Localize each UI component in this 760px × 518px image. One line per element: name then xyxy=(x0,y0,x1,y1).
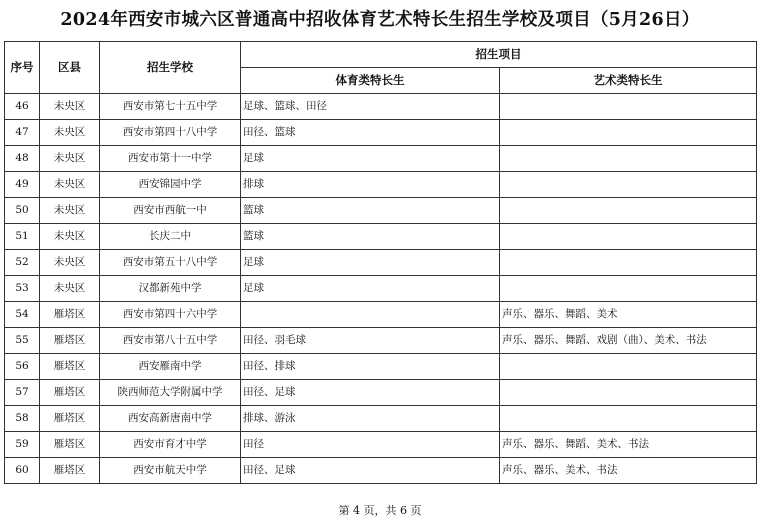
cell-seq: 48 xyxy=(5,146,40,172)
cell-school: 陕西师范大学附属中学 xyxy=(100,380,241,406)
header-sports: 体育类特长生 xyxy=(241,68,500,94)
table-body xyxy=(5,94,757,484)
cell-sports: 篮球 xyxy=(241,224,500,250)
cell-seq: 59 xyxy=(5,432,40,458)
cell-district: 雁塔区 xyxy=(40,406,100,432)
cell-district: 未央区 xyxy=(40,120,100,146)
cell-district: 未央区 xyxy=(40,250,100,276)
cell-district: 未央区 xyxy=(40,94,100,120)
cell-sports: 足球 xyxy=(241,276,500,302)
table-row xyxy=(5,120,757,146)
header-arts: 艺术类特长生 xyxy=(500,68,757,94)
cell-district: 雁塔区 xyxy=(40,328,100,354)
cell-sports: 足球 xyxy=(241,250,500,276)
cell-arts xyxy=(500,94,757,120)
table-row xyxy=(5,432,757,458)
table-row xyxy=(5,302,757,328)
cell-sports: 田径、排球 xyxy=(241,354,500,380)
header-projects: 招生项目 xyxy=(241,42,757,68)
cell-seq: 60 xyxy=(5,458,40,484)
cell-sports: 篮球 xyxy=(241,198,500,224)
cell-arts xyxy=(500,276,757,302)
cell-district: 未央区 xyxy=(40,198,100,224)
cell-seq: 56 xyxy=(5,354,40,380)
cell-seq: 51 xyxy=(5,224,40,250)
cell-school: 西安市西航一中 xyxy=(100,198,241,224)
table-row xyxy=(5,224,757,250)
cell-sports: 田径、篮球 xyxy=(241,120,500,146)
page-title: 2024年西安市城六区普通高中招收体育艺术特长生招生学校及项目（5月26日） xyxy=(60,10,700,30)
cell-seq: 53 xyxy=(5,276,40,302)
cell-arts xyxy=(500,146,757,172)
table-row xyxy=(5,94,757,120)
table-row xyxy=(5,458,757,484)
header-school: 招生学校 xyxy=(100,42,241,94)
cell-sports xyxy=(241,302,500,328)
cell-school: 西安市航天中学 xyxy=(100,458,241,484)
enrollment-table xyxy=(4,41,757,484)
cell-sports: 排球 xyxy=(241,172,500,198)
cell-district: 雁塔区 xyxy=(40,354,100,380)
cell-school: 西安高新唐南中学 xyxy=(100,406,241,432)
page-footer: 第 4 页，共 6 页 xyxy=(338,504,422,517)
cell-school: 西安市第八十五中学 xyxy=(100,328,241,354)
cell-seq: 55 xyxy=(5,328,40,354)
cell-district: 雁塔区 xyxy=(40,302,100,328)
table-row xyxy=(5,328,757,354)
cell-sports: 足球 xyxy=(241,146,500,172)
cell-district: 雁塔区 xyxy=(40,380,100,406)
cell-school: 西安市第四十八中学 xyxy=(100,120,241,146)
cell-arts xyxy=(500,380,757,406)
table-row xyxy=(5,146,757,172)
cell-school: 长庆二中 xyxy=(100,224,241,250)
cell-seq: 52 xyxy=(5,250,40,276)
cell-sports: 田径、羽毛球 xyxy=(241,328,500,354)
cell-arts xyxy=(500,172,757,198)
cell-seq: 54 xyxy=(5,302,40,328)
cell-district: 未央区 xyxy=(40,146,100,172)
table-row xyxy=(5,172,757,198)
cell-seq: 58 xyxy=(5,406,40,432)
cell-arts: 声乐、器乐、舞蹈、美术、书法 xyxy=(500,432,757,458)
header-row-top xyxy=(5,42,757,68)
cell-seq: 47 xyxy=(5,120,40,146)
cell-arts xyxy=(500,250,757,276)
cell-sports: 田径、足球 xyxy=(241,380,500,406)
cell-arts: 声乐、器乐、舞蹈、戏剧（曲）、美术、书法 xyxy=(500,328,757,354)
cell-school: 西安锦园中学 xyxy=(100,172,241,198)
cell-sports: 排球、游泳 xyxy=(241,406,500,432)
cell-arts xyxy=(500,120,757,146)
cell-arts xyxy=(500,198,757,224)
table-row xyxy=(5,276,757,302)
cell-arts: 声乐、器乐、美术、书法 xyxy=(500,458,757,484)
cell-district: 未央区 xyxy=(40,224,100,250)
table-row xyxy=(5,354,757,380)
cell-sports: 田径 xyxy=(241,432,500,458)
cell-district: 雁塔区 xyxy=(40,458,100,484)
cell-sports: 足球、篮球、田径 xyxy=(241,94,500,120)
table-row xyxy=(5,198,757,224)
cell-school: 汉都新苑中学 xyxy=(100,276,241,302)
table-row xyxy=(5,406,757,432)
cell-school: 西安市第七十五中学 xyxy=(100,94,241,120)
cell-school: 西安市育才中学 xyxy=(100,432,241,458)
cell-school: 西安市第五十八中学 xyxy=(100,250,241,276)
table-row xyxy=(5,380,757,406)
header-seq: 序号 xyxy=(5,42,40,94)
cell-seq: 50 xyxy=(5,198,40,224)
cell-seq: 49 xyxy=(5,172,40,198)
cell-arts xyxy=(500,406,757,432)
cell-arts xyxy=(500,224,757,250)
cell-school: 西安市第四十六中学 xyxy=(100,302,241,328)
cell-sports: 田径、足球 xyxy=(241,458,500,484)
cell-seq: 57 xyxy=(5,380,40,406)
cell-seq: 46 xyxy=(5,94,40,120)
cell-arts: 声乐、器乐、舞蹈、美术 xyxy=(500,302,757,328)
cell-district: 未央区 xyxy=(40,172,100,198)
cell-arts xyxy=(500,354,757,380)
table-row xyxy=(5,250,757,276)
cell-school: 西安市第十一中学 xyxy=(100,146,241,172)
cell-district: 未央区 xyxy=(40,276,100,302)
cell-school: 西安雁南中学 xyxy=(100,354,241,380)
cell-district: 雁塔区 xyxy=(40,432,100,458)
header-district: 区县 xyxy=(40,42,100,94)
